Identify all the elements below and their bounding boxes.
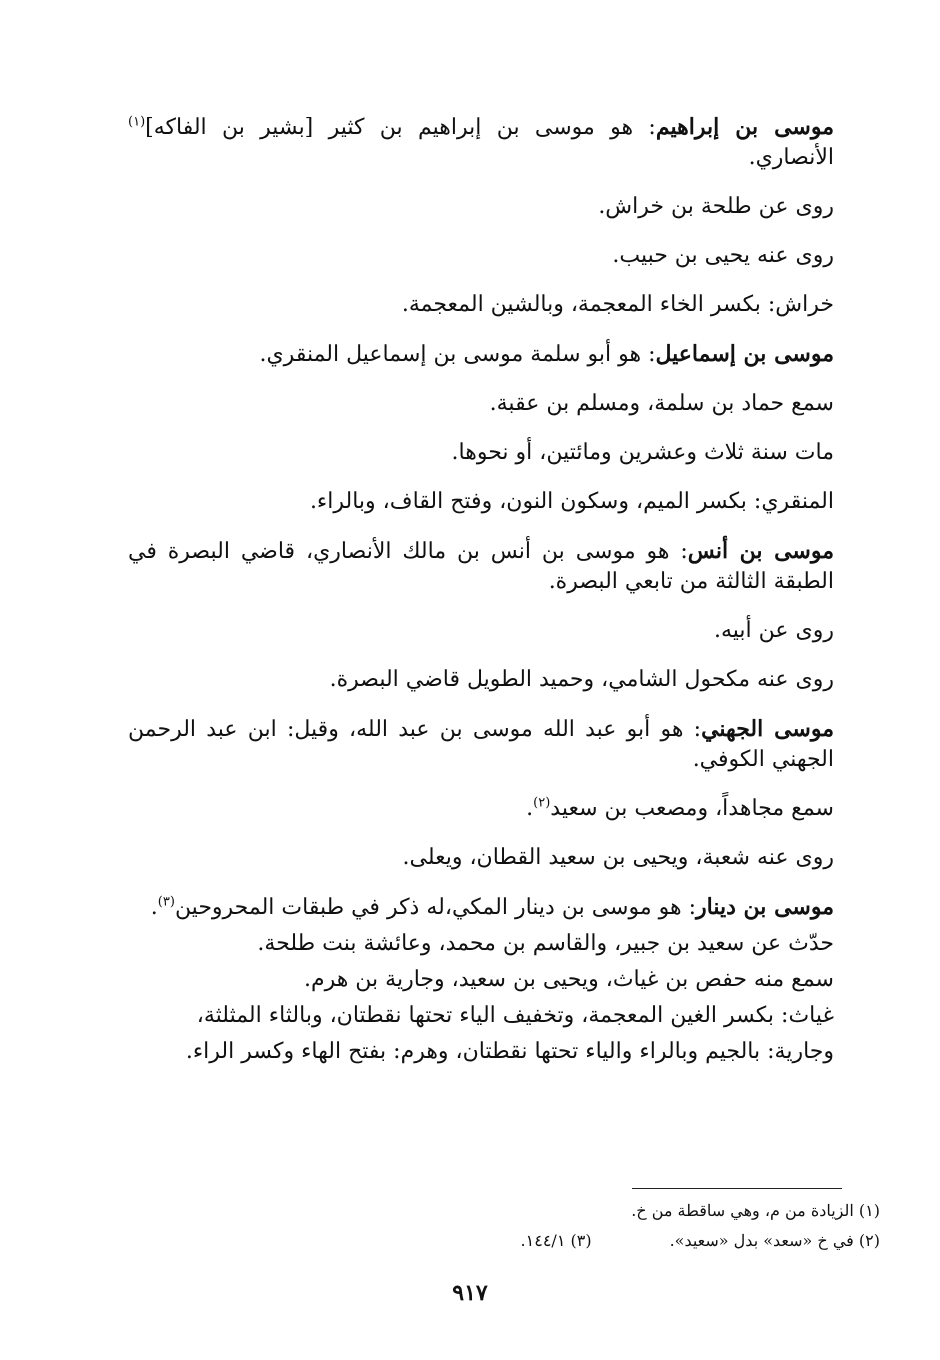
entry-name: موسى الجهني (701, 716, 835, 742)
text-line: حدّث عن سعيد بن جبير، والقاسم بن محمد، وعائشة بنت طلحة. (257, 931, 834, 956)
footnote-separator (632, 1188, 842, 1189)
entry-heading: موسى بن دينار: هو موسى بن دينار المكي،له ذكر في طبقات المحروحين$^{(٣)}$. (150, 894, 834, 920)
entry-name: موسى بن إسماعيل (655, 341, 834, 367)
text-line: روى عن طلحة بن خراش. (598, 194, 834, 219)
text-line: سمع منه حفص بن غياث، ويحيى بن سعيد، وجارية بن هرم. (303, 967, 834, 992)
footnote-ref: (٣) (157, 894, 175, 910)
footnotes (400, 1196, 880, 1256)
line-text-end: . (526, 796, 534, 821)
entry-name: موسى بن دينار (696, 894, 834, 920)
text-line (128, 794, 834, 824)
footnote-ref: (١) (128, 114, 146, 130)
entry-description: هو موسى بن دينار المكي،له ذكر في طبقات المحروحين (174, 895, 682, 920)
entry-description: هو موسى بن أنس بن مالك الأنصاري، قاضي البصرة في الطبقة الثالثة من تابعي البصرة. (128, 539, 834, 594)
footnote-2: (٢) في خ «سعد» بدل «سعيد». (669, 1231, 880, 1250)
page-number: ٩١٧ (452, 1280, 488, 1306)
entry-description: هو موسى بن إبراهيم بن كثير [بشير بن الفاكه] (145, 115, 634, 140)
line-text: سمع مجاهداً، ومصعب بن سعيد (550, 796, 834, 821)
text-line: غياث: بكسر الغين المعجمة، وتخفيف الياء تحتها نقطتان، وبالثاء المثلثة، (196, 1003, 834, 1028)
text-line: المنقري: بكسر الميم، وسكون النون، وفتح القاف، وبالراء. (309, 489, 834, 514)
entry-heading: موسى بن إبراهيم: هو موسى بن إبراهيم بن كثير [بشير بن الفاكه]$^{(١)}$ الأنصاري. (128, 114, 835, 170)
entry-name: موسى بن إبراهيم (655, 114, 835, 140)
text-line: روى عن أبيه. (714, 618, 834, 643)
footnote-1: (١) الزيادة من م، وهي ساقطة من خ. (631, 1201, 880, 1220)
main-text (128, 112, 834, 1073)
text-line: مات سنة ثلاث وعشرين ومائتين، أو نحوها. (451, 440, 834, 465)
entry-description-end: الأنصاري. (748, 145, 834, 170)
text-line: روى عنه مكحول الشامي، وحميد الطويل قاضي البصرة. (329, 667, 834, 692)
entry-heading: موسى بن أنس: هو موسى بن أنس بن مالك الأنصاري، قاضي البصرة في الطبقة الثالثة من تابعي البصرة. (128, 538, 834, 594)
text-line: وجارية: بالجيم وبالراء والياء تحتها نقطتان، وهرم: بفتح الهاء وكسر الراء. (185, 1039, 834, 1064)
footnote-3: (٣) ١٤٤/١. (520, 1231, 592, 1250)
entry-heading: موسى بن إسماعيل: هو أبو سلمة موسى بن إسماعيل المنقري. (259, 341, 834, 367)
entry-description: هو أبو سلمة موسى بن إسماعيل المنقري. (259, 342, 642, 367)
entry-description-end: . (150, 895, 158, 920)
text-line: سمع حماد بن سلمة، ومسلم بن عقبة. (489, 391, 834, 416)
footnote-ref: (٢) (533, 795, 551, 811)
entry-name: موسى بن أنس (687, 538, 834, 564)
footnote-row (400, 1226, 880, 1256)
entry-heading: موسى الجهني: هو أبو عبد الله موسى بن عبد الله، وقيل: ابن عبد الرحمن الجهني الكوفي. (128, 716, 835, 772)
text-line: روى عنه شعبة، ويحيى بن سعيد القطان، ويعلى. (402, 845, 834, 870)
text-line: روى عنه يحيى بن حبيب. (612, 243, 834, 268)
entry-description: هو أبو عبد الله موسى بن عبد الله، وقيل: ابن عبد الرحمن الجهني الكوفي. (128, 717, 834, 772)
text-line: خراش: بكسر الخاء المعجمة، وبالشين المعجمة. (401, 292, 834, 317)
